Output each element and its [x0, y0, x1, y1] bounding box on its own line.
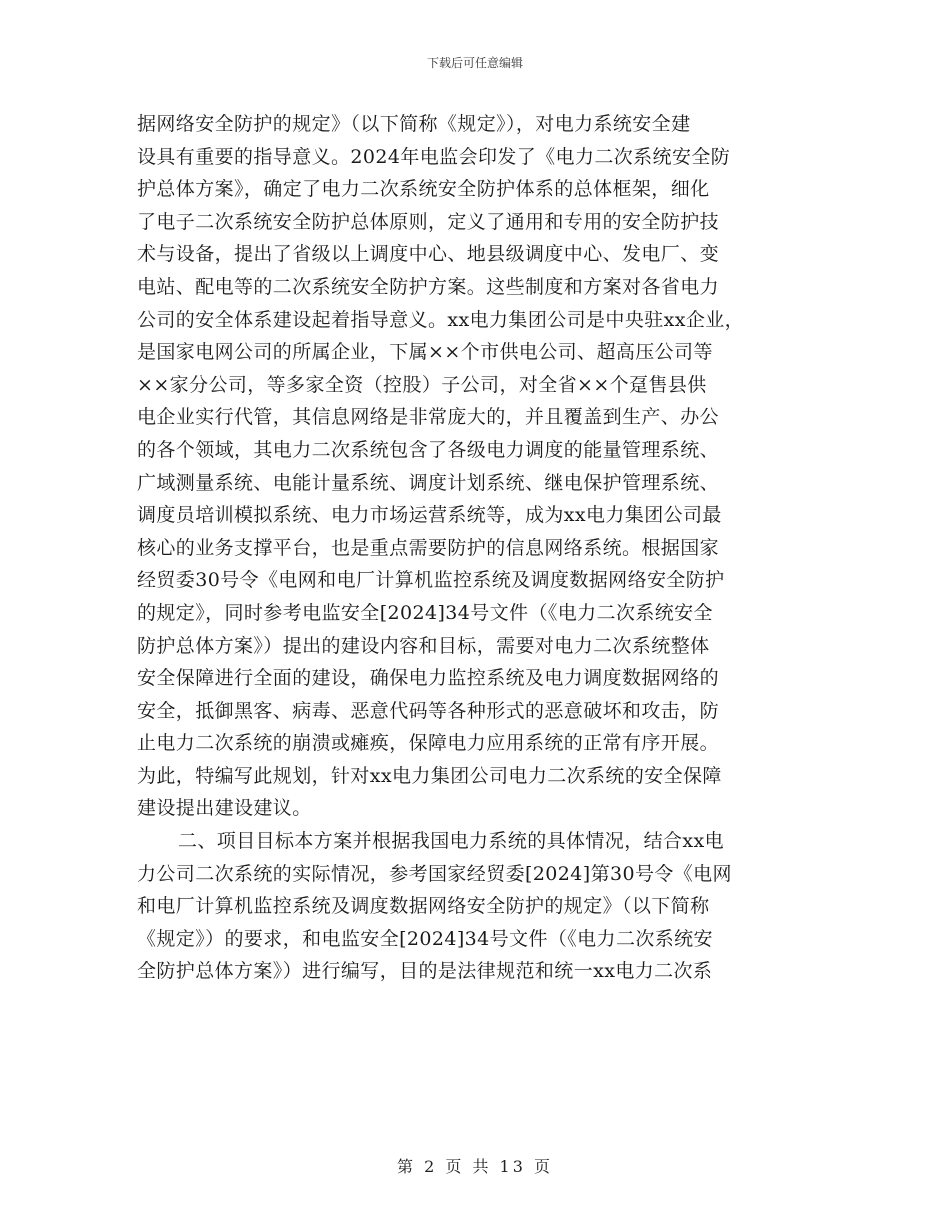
text-line: 经贸委30号令《电网和电厂计算机监控系统及调度数据网络安全防护 [137, 569, 725, 592]
text-line: 了电子二次系统安全防护总体原则，定义了通用和专用的安全防护技 [137, 210, 720, 233]
text-line: 和电厂计算机监控系统及调度数据网络安全防护的规定》（以下简称 [137, 895, 710, 918]
text-line: 护总体方案》，确定了电力二次系统安全防护体系的总体框架，细化 [137, 178, 710, 201]
body-text [137, 108, 813, 988]
text-line: 二、项目目标本方案并根据我国电力系统的具体情况，结合xx电 [178, 830, 725, 853]
text-line: 防护总体方案》）提出的建设内容和目标，需要对电力二次系统整体 [137, 634, 710, 657]
text-line: 广域测量系统、电能计量系统、调度计划系统、继电保护管理系统、 [137, 471, 720, 494]
page-header: 下载后可任意编辑 [426, 56, 523, 70]
text-line: 《规定》）的要求，和电监安全[2024]34号文件（《电力二次系统安 [137, 927, 713, 950]
text-line: ××家分公司，等多家全资（控股）子公司，对全省××个趸售县供 [137, 373, 707, 396]
text-line: 据网络安全防护的规定》（以下简称《规定》），对电力系统安全建 [137, 113, 691, 135]
paragraph-1 [137, 108, 813, 825]
text-line: 的各个领域，其电力二次系统包含了各级电力调度的能量管理系统、 [137, 438, 720, 461]
text-line: 为此，特编写此规划，针对xx电力集团公司电力二次系统的安全保障 [137, 764, 722, 787]
text-line: 设具有重要的指导意义。2024年电监会印发了《电力二次系统安全防 [137, 145, 731, 168]
text-line: 全防护总体方案》）进行编写，目的是法律规范和统一xx电力二次系 [137, 960, 713, 983]
text-line: 止电力二次系统的崩溃或瘫痪，保障电力应用系统的正常有序开展。 [137, 732, 720, 755]
text-line: 术与设备，提出了省级以上调度中心、地县级调度中心、发电厂、变 [137, 243, 720, 266]
text-line: 安全，抵御黑客、病毒、恶意代码等各种形式的恶意破坏和攻击，防 [137, 699, 720, 722]
text-line: 力公司二次系统的实际情况，参考国家经贸委[2024]第30号令《电网 [137, 862, 732, 885]
text-line: 是国家电网公司的所属企业，下属××个市供电公司、超高压公司等 [137, 341, 713, 364]
paragraph-2 [137, 825, 813, 988]
text-line: 核心的业务支撑平台，也是重点需要防护的信息网络系统。根据国家 [137, 536, 720, 559]
text-line: 电站、配电等的二次系统安全防护方案。这些制度和方案对各省电力 [137, 275, 720, 298]
text-line: 的规定》，同时参考电监安全[2024]34号文件（《电力二次系统安全 [137, 601, 713, 624]
text-line: 建设提出建设建议。 [137, 797, 312, 820]
text-line: 电企业实行代管，其信息网络是非常庞大的，并且覆盖到生产、办公 [137, 406, 720, 429]
page-number-footer: 第 2 页 共 13 页 [397, 1157, 553, 1176]
text-line: 安全保障进行全面的建设，确保电力监控系统及电力调度数据网络的 [137, 667, 720, 690]
text-line: 调度员培训模拟系统、电力市场运营系统等，成为xx电力集团公司最 [137, 504, 722, 527]
text-line: 公司的安全体系建设起着指导意义。xx电力集团公司是中央驻xx企业， [137, 308, 745, 331]
